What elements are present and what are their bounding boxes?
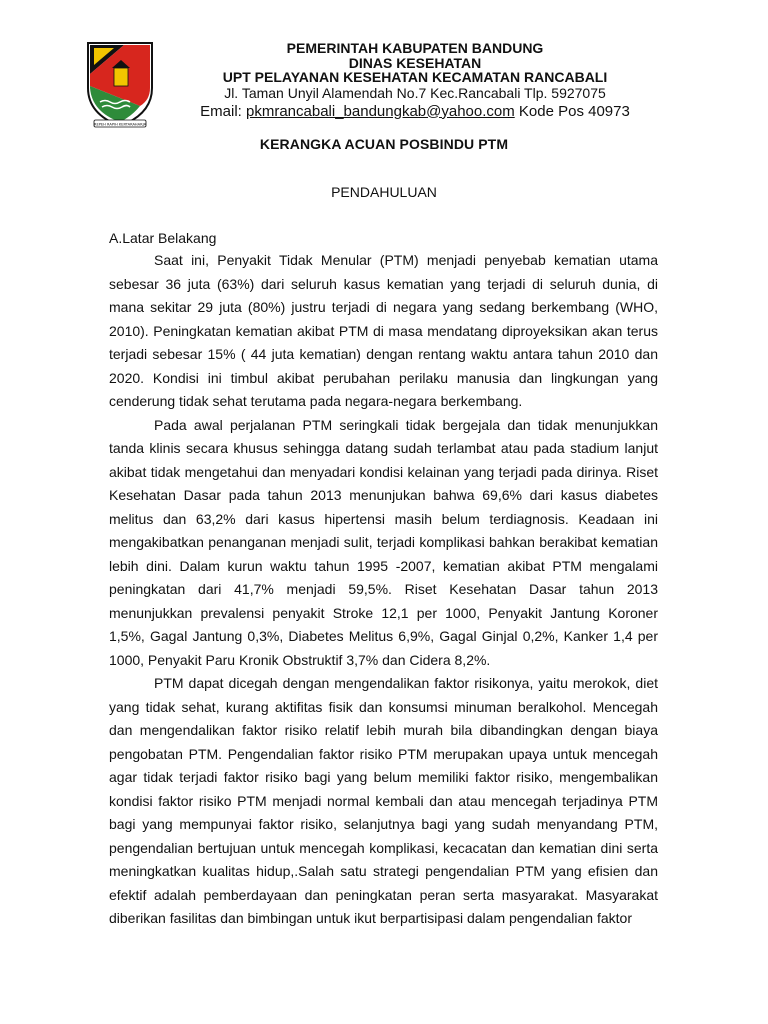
email-label: Email:: [200, 102, 242, 120]
paragraph: PTM dapat dicegah dengan mengendalikan faktor risikonya, yaitu merokok, diet yang tidak sehat, kurang aktifitas fisik dan konsumsi minuman beralkohol. Mencegah dan mengendalikan faktor risiko relatif lebih murah bila dibandingkan dengan biaya pengobatan PTM. Pengendalian faktor risiko PTM merupakan upaya untuk mencegah agar tidak terjadi faktor risiko bagi yang belum memiliki faktor risiko, mengembalikan kondisi faktor risiko PTM menjadi normal kembali dan atau mencegah terjadinya PTM bagi yang mempunyai faktor risiko, selanjutnya bagi yang sudah menyandang PTM, pengendalian bertujuan untuk mencegah komplikasi, kecacatan dan kematian dini serta meningkatkan kualitas hidup,.Salah satu strategi pengendalian PTM yang efisien dan efektif adalah pemberdayaan dan peningkatan peran serta masyarakat. Masyarakat diberikan fasilitas dan bimbingan untuk ikut berpartisipasi dalam pengendalian faktor: [109, 675, 658, 926]
letterhead-unit: UPT PELAYANAN KESEHATAN KECAMATAN RANCABALI: [222, 69, 608, 85]
letterhead-agency: DINAS KESEHATAN: [348, 54, 482, 71]
paragraph: Pada awal perjalanan PTM seringkali tidak bergejala dan tidak menunjukkan tanda klinis secara khusus sehingga datang sudah terlambat atau pada stadium lanjut akibat tidak mengetahui dan menyadari kondisi kelainan yang terjadi pada dirinya. Riset Kesehatan Dasar pada tahun 2013 menunjukan bahwa 69,6% dari kasus diabetes melitus dan 63,2% dari kasus hipertensi masih belum terdiagnosis. Keadaan ini mengakibatkan penanganan menjadi sulit, terjadi komplikasi bahkan berakibat kematian lebih dini. Dalam kurun waktu tahun 1995 -2007, kematian akibat PTM mengalami peningkatan dari 41,7% menjadi 59,5%. Riset Kesehatan Dasar tahun 2013 menunjukkan prevalensi penyakit Stroke 12,1 per 1000, Penyakit Jantung Koroner 1,5%, Gagal Jantung 0,3%, Diabetes Melitus 6,9%, Gagal Ginjal 0,2%, Kanker 1,4 per 1000, Penyakit Paru Kronik Obstruktif 3,7% dan Cidera 8,2%.: [109, 416, 658, 668]
body-text: [109, 249, 658, 931]
email-link[interactable]: pkmrancabali_bandungkab@yahoo.com: [246, 102, 515, 120]
letterhead-address: Jl. Taman Unyil Alamendah No.7 Kec.Rancabali Tlp. 5927075: [224, 84, 606, 101]
document-title: KERANGKA ACUAN POSBINDU PTM: [259, 136, 509, 152]
letterhead: [160, 41, 670, 122]
letterhead-contact: [160, 102, 670, 122]
section-title: PENDAHULUAN: [331, 184, 437, 200]
postcode: Kode Pos 40973: [518, 102, 630, 120]
letterhead-government: PEMERINTAH KABUPATEN BANDUNG: [286, 40, 544, 56]
emblem-motto: REPEH RAPIH KERTARAHARJA: [93, 122, 147, 127]
paragraph: Saat ini, Penyakit Tidak Menular (PTM) menjadi penyebab kematian utama sebesar 36 juta (63%) dari seluruh kasus kematian yang terjadi di seluruh dunia, di mana sekitar 29 juta (80%) justru terjadi di negara yang sedang berkembang (WHO, 2010). Peningkatan kematian akibat PTM di masa mendatang diproyeksikan akan terus terjadi sebesar 15% ( 44 juta kematian) dengan rentang waktu antara tahun 2010 dan 2020. Kondisi ini timbul akibat perubahan perilaku manusia dan lingkungan yang cenderung tidak sehat terutama pada negara-negara berkembang.: [109, 252, 658, 409]
subheading: A.Latar Belakang: [109, 230, 217, 246]
kabupaten-bandung-emblem-icon: [84, 40, 156, 130]
